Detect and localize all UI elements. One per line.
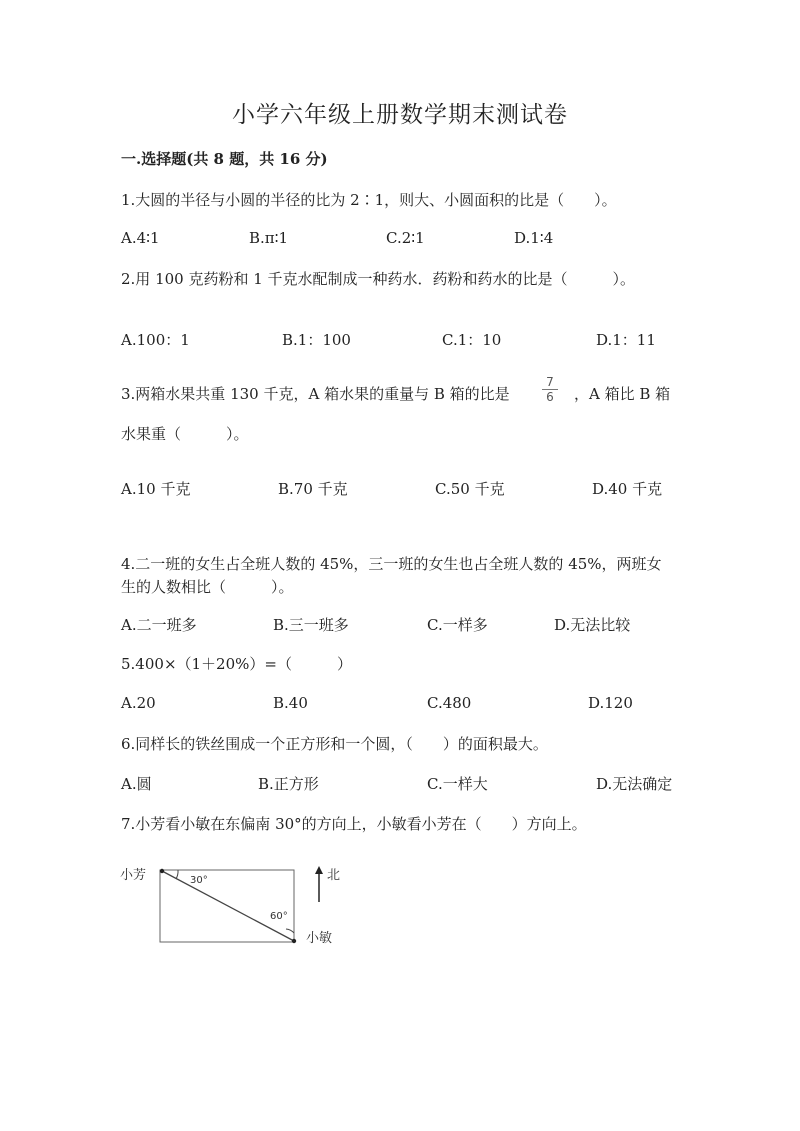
q4-option-d: D.无法比较 (554, 616, 631, 634)
q3-option-b: B.70 千克 (278, 480, 348, 498)
question-5: 5.400×（1＋20%）=（ ） (121, 655, 352, 673)
question-1: 1.大圆的半径与小圆的半径的比为 2∶1，则大、小圆面积的比是（ ）。 (121, 191, 617, 209)
q5-option-c: C.480 (427, 694, 472, 712)
angle-arc-bottom (286, 929, 294, 933)
q6-option-a: A.圆 (121, 775, 152, 793)
q1-option-a: A.4∶1 (121, 229, 160, 247)
question-3-part1: 3.两箱水果共重 130 千克，A 箱水果的重量与 B 箱的比是 (121, 385, 510, 403)
q3-option-c: C.50 千克 (435, 480, 505, 498)
q5-option-d: D.120 (588, 694, 633, 712)
q1-option-d: D.1∶4 (514, 229, 554, 247)
page-title: 小学六年级上册数学期末测试卷 (232, 102, 568, 128)
label-xiaofang: 小芳 (120, 868, 147, 883)
q2-option-b: B.1：100 (282, 331, 351, 349)
question-3-line2: 水果重（ ）。 (121, 425, 249, 443)
q6-option-c: C.一样大 (427, 775, 488, 793)
q1-option-b: B.π∶1 (249, 229, 289, 247)
angle-label-30: 30° (190, 875, 208, 886)
q6-option-d: D.无法确定 (596, 775, 673, 793)
fraction (542, 375, 558, 404)
q4-option-b: B.三一班多 (273, 616, 349, 634)
q3-option-a: A.10 千克 (121, 480, 191, 498)
angle-label-60: 60° (270, 911, 288, 922)
north-arrow-icon (315, 866, 323, 874)
q5-option-b: B.40 (273, 694, 308, 712)
question-4: 4.二一班的女生占全班人数的 45%，三一班的女生也占全班人数的 45%，两班女 (121, 555, 662, 573)
fraction-denominator: 6 (546, 390, 554, 404)
q2-option-d: D.1：11 (596, 331, 656, 349)
label-north: 北 (327, 868, 341, 883)
question-6: 6.同样长的铁丝围成一个正方形和一个圆，（ ）的面积最大。 (121, 735, 548, 753)
label-xiaomin: 小敏 (306, 931, 333, 946)
question-3-part2: ，A 箱比 B 箱 (574, 385, 671, 403)
point-xiaofang (160, 869, 164, 873)
q2-option-c: C.1：10 (442, 331, 502, 349)
question-2: 2.用 100 克药粉和 1 千克水配制成一种药水．药粉和药水的比是（ ）。 (121, 270, 636, 288)
question-4-line2: 生的人数相比（ ）。 (121, 578, 294, 596)
q6-option-b: B.正方形 (258, 775, 319, 793)
question-7: 7.小芳看小敏在东偏南 30°的方向上，小敏看小芳在（ ）方向上。 (121, 815, 587, 833)
q2-option-a: A.100：1 (121, 331, 190, 349)
q3-option-d: D.40 千克 (592, 480, 663, 498)
q5-option-a: A.20 (121, 694, 156, 712)
direction-diagram (116, 856, 356, 956)
fraction-numerator: 7 (542, 375, 558, 390)
q1-option-c: C.2∶1 (386, 229, 425, 247)
q4-option-a: A.二一班多 (121, 616, 197, 634)
point-xiaomin (292, 939, 296, 943)
diagram-diagonal (162, 871, 294, 941)
section-heading: 一.选择题(共 8 题，共 16 分) (121, 150, 328, 168)
angle-arc-top (176, 870, 178, 879)
q4-option-c: C.一样多 (427, 616, 488, 634)
